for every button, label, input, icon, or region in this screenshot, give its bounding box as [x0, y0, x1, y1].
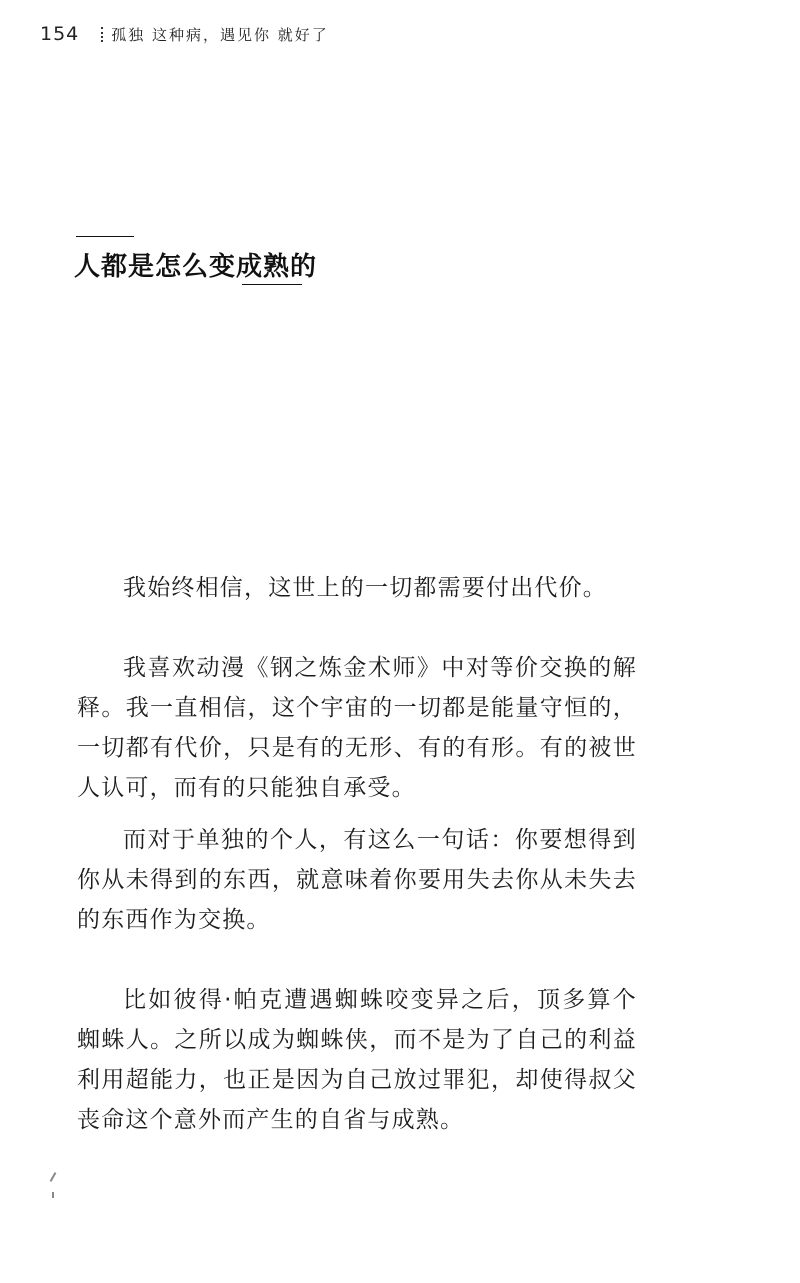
header-separator	[101, 27, 103, 42]
scan-edge-mark	[50, 1172, 57, 1182]
paragraph: 比如彼得·帕克遭遇蜘蛛咬变异之后，顶多算个蜘蛛人。之所以成为蜘蛛侠，而不是为了自己的利益利用超能力，也正是因为自己放过罪犯，却使得叔父丧命这个意外而产生的自省与成熟。	[77, 987, 637, 1133]
scan-edge-mark	[52, 1192, 54, 1198]
running-header	[40, 20, 329, 48]
paragraph: 我始终相信，这世上的一切都需要付出代价。	[123, 575, 607, 601]
paragraph: 我喜欢动漫《钢之炼金术师》中对等价交换的解释。我一直相信，这个宇宙的一切都是能量守恒的，一切都有代价，只是有的无形、有的有形。有的被世人认可，而有的只能独自承受。	[77, 655, 637, 801]
body-text	[77, 568, 637, 1140]
paragraph: 而对于单独的个人，有这么一句话：你要想得到你从未得到的东西，就意味着你要用失去你从未失去的东西作为交换。	[77, 827, 637, 933]
book-title: 孤独 这种病，遇见你 就好了	[111, 25, 329, 44]
title-rule-top	[76, 236, 134, 237]
chapter-heading	[74, 236, 318, 296]
chapter-title: 人都是怎么变成熟的	[74, 252, 318, 282]
title-rule-bottom	[242, 284, 302, 285]
page-number: 154	[40, 23, 80, 45]
